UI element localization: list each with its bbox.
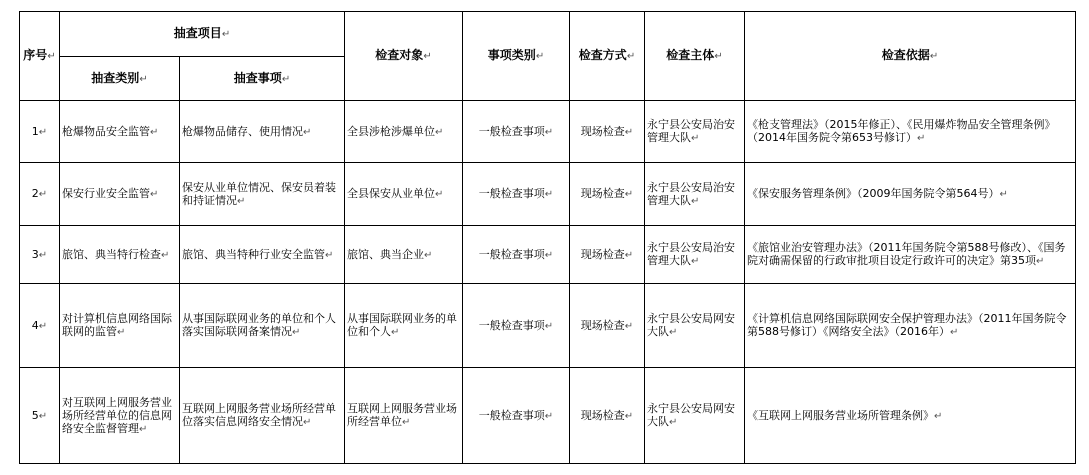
cell-seq: 2↵ bbox=[20, 163, 60, 226]
cell-category: 对互联网上网服务营业场所经营单位的信息网络安全监督管理↵ bbox=[60, 368, 180, 464]
cell-category: 旅馆、典当特行检查↵ bbox=[60, 226, 180, 284]
cell-type: 一般检查事项↵ bbox=[463, 163, 570, 226]
cell-method: 现场检查↵ bbox=[570, 163, 645, 226]
table-row bbox=[20, 163, 1076, 226]
cell-item: 保安从业单位情况、保安员着装和持证情况↵ bbox=[180, 163, 345, 226]
cell-type: 一般检查事项↵ bbox=[463, 101, 570, 163]
cell-method: 现场检查↵ bbox=[570, 284, 645, 368]
cell-basis: 《计算机信息网络国际联网安全保护管理办法》（2011年国务院令第588号修订）《网络安全法》（2016年）↵ bbox=[745, 284, 1076, 368]
table-row bbox=[20, 284, 1076, 368]
cell-item: 枪爆物品储存、使用情况↵ bbox=[180, 101, 345, 163]
cell-item: 旅馆、典当特种行业安全监管↵ bbox=[180, 226, 345, 284]
cell-target: 互联网上网服务营业场所经营单位↵ bbox=[345, 368, 463, 464]
cell-type: 一般检查事项↵ bbox=[463, 368, 570, 464]
header-row-1 bbox=[20, 12, 1076, 57]
cell-type: 一般检查事项↵ bbox=[463, 226, 570, 284]
cell-type: 一般检查事项↵ bbox=[463, 284, 570, 368]
cell-target: 旅馆、典当企业↵ bbox=[345, 226, 463, 284]
cell-category: 枪爆物品安全监管↵ bbox=[60, 101, 180, 163]
cell-basis: 《枪支管理法》（2015年修正）、《民用爆炸物品安全管理条例》（2014年国务院令第653号修订）↵ bbox=[745, 101, 1076, 163]
header-subject: 检查主体↵ bbox=[645, 12, 745, 101]
cell-item: 互联网上网服务营业场所经营单位落实信息网络安全情况↵ bbox=[180, 368, 345, 464]
table-row bbox=[20, 368, 1076, 464]
cell-seq: 1↵ bbox=[20, 101, 60, 163]
cell-basis: 《互联网上网服务营业场所管理条例》↵ bbox=[745, 368, 1076, 464]
cell-category: 对计算机信息网络国际联网的监管↵ bbox=[60, 284, 180, 368]
cell-basis: 《旅馆业治安管理办法》（2011年国务院令第588号修改）、《国务院对确需保留的行政审批项目设定行政许可的决定》第35项↵ bbox=[745, 226, 1076, 284]
cell-subject: 永宁县公安局治安管理大队↵ bbox=[645, 163, 745, 226]
header-category: 抽查类别↵ bbox=[60, 57, 180, 101]
cell-method: 现场检查↵ bbox=[570, 226, 645, 284]
cell-category: 保安行业安全监管↵ bbox=[60, 163, 180, 226]
cell-item: 从事国际联网业务的单位和个人落实国际联网备案情况↵ bbox=[180, 284, 345, 368]
cell-target: 从事国际联网业务的单位和个人↵ bbox=[345, 284, 463, 368]
header-item: 抽查事项↵ bbox=[180, 57, 345, 101]
inspection-table-wrapper bbox=[19, 11, 1076, 464]
table-row bbox=[20, 101, 1076, 163]
cell-target: 全县涉枪涉爆单位↵ bbox=[345, 101, 463, 163]
cell-seq: 3↵ bbox=[20, 226, 60, 284]
cell-subject: 永宁县公安局治安管理大队↵ bbox=[645, 226, 745, 284]
cell-subject: 永宁县公安局网安大队↵ bbox=[645, 284, 745, 368]
cell-seq: 5↵ bbox=[20, 368, 60, 464]
header-type: 事项类别↵ bbox=[463, 12, 570, 101]
header-target: 检查对象↵ bbox=[345, 12, 463, 101]
cell-subject: 永宁县公安局治安管理大队↵ bbox=[645, 101, 745, 163]
cell-seq: 4↵ bbox=[20, 284, 60, 368]
cell-subject: 永宁县公安局网安大队↵ bbox=[645, 368, 745, 464]
cell-method: 现场检查↵ bbox=[570, 101, 645, 163]
cell-target: 全县保安从业单位↵ bbox=[345, 163, 463, 226]
inspection-table bbox=[19, 11, 1076, 464]
header-method: 检查方式↵ bbox=[570, 12, 645, 101]
header-seq: 序号↵ bbox=[20, 12, 60, 101]
cell-method: 现场检查↵ bbox=[570, 368, 645, 464]
table-row bbox=[20, 226, 1076, 284]
cell-basis: 《保安服务管理条例》（2009年国务院令第564号）↵ bbox=[745, 163, 1076, 226]
header-project: 抽查项目↵ bbox=[60, 12, 345, 57]
header-basis: 检查依据↵ bbox=[745, 12, 1076, 101]
